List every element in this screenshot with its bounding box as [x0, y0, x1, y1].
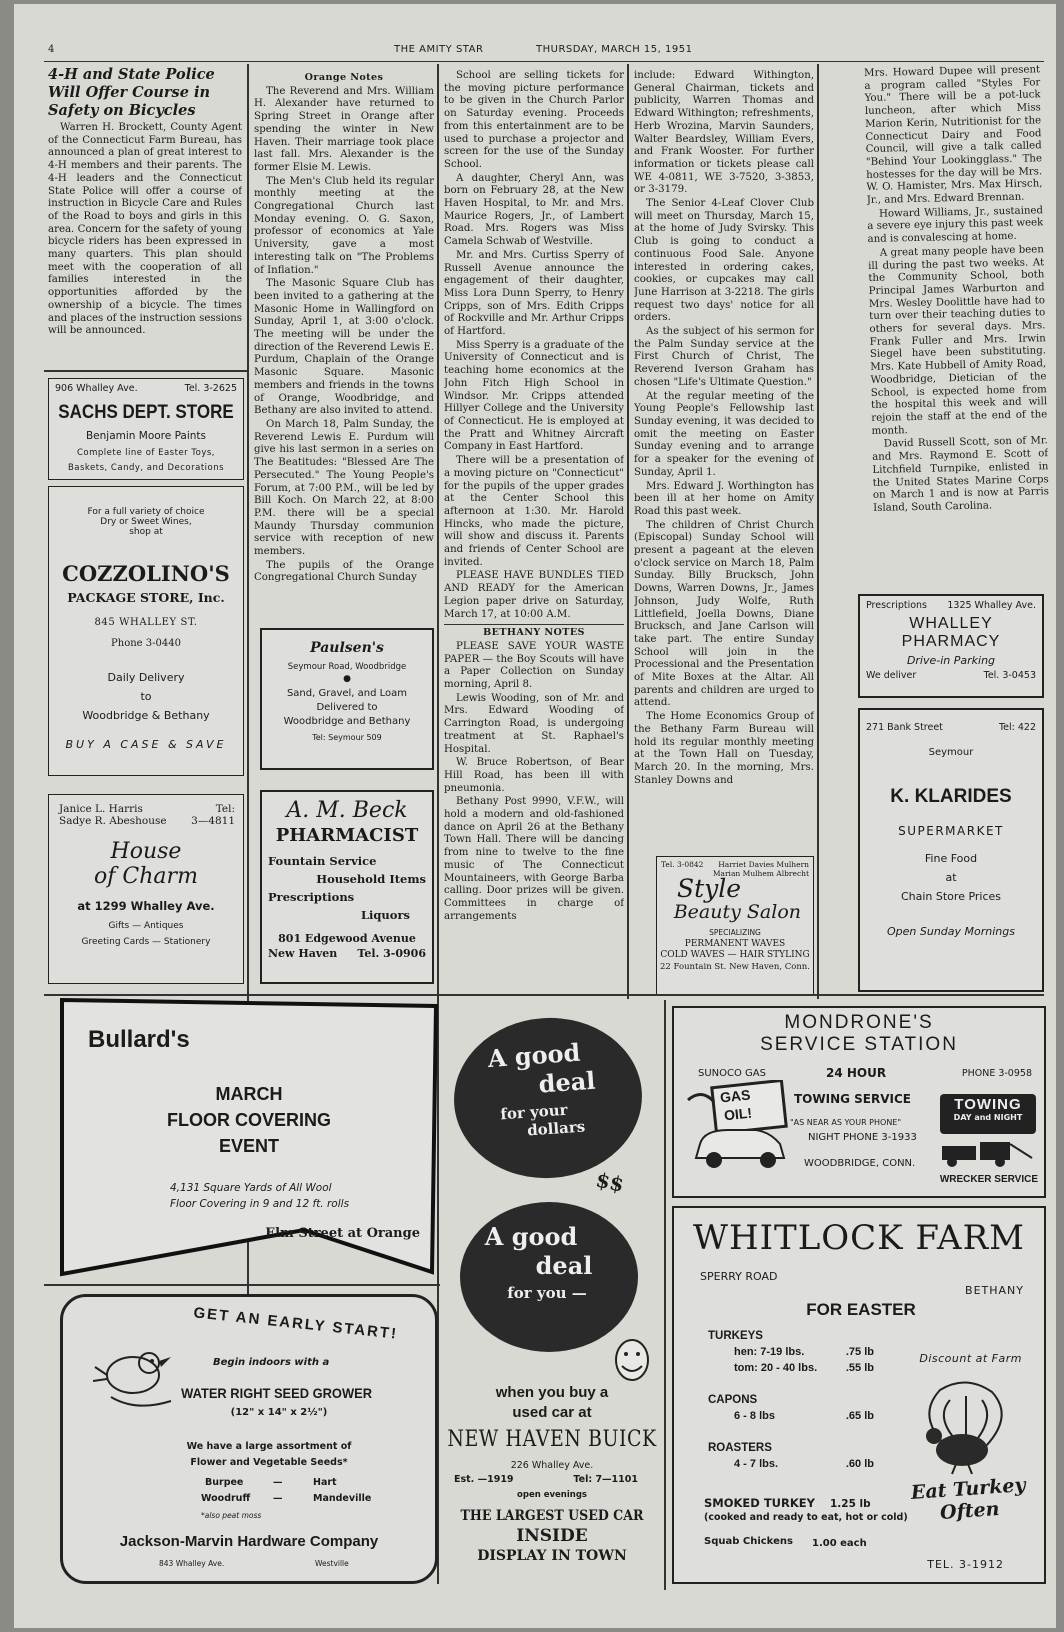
article-column-four: [634, 70, 814, 850]
brand: Beauty Salon: [673, 901, 801, 923]
ad-k-klarides: [858, 708, 1044, 992]
station-name: SERVICE STATION: [760, 1034, 958, 1055]
paragraph: At the regular meeting of the Young People's Fellowship last Sunday evening, it was decided to omit the meeting on Easter Sunday evening and to arrange for a speaker for the evening of Sunday, April 1.: [634, 390, 814, 478]
deal-bubble-dollars: [449, 1012, 648, 1185]
hours: open evenings: [517, 1490, 587, 1500]
article-body: Warren H. Brockett, County Agent of the Connecticut Farm Bureau, has announced a plan of great interest to 4-H members and their parents. The 4-H leaders and the Connecticut State Police will offer a course of instruction in Bicycle Care and Rules of the Road to boys and girls in this area. Concern for the safety of young bicycle riders has been expressed in many quarters. This plan should meet with the cooperation of all families interested in the opportunities afforded by the ownership of a bicycle. The times and places of the instruction sessions will be announced.: [48, 122, 242, 337]
headline: MARCH: [215, 1084, 283, 1104]
discount: Discount at Farm: [919, 1352, 1022, 1365]
town: Westville: [315, 1559, 349, 1568]
store-type: SUPERMARKET: [898, 824, 1004, 838]
telephone: Tel. 3-0453: [983, 670, 1036, 681]
price-row: [708, 1346, 874, 1358]
slogan: Eat Turkey Often: [910, 1474, 1027, 1525]
turkey-icon: [906, 1376, 1024, 1476]
service: COLD WAVES — HAIR STYLING: [660, 950, 810, 960]
intro: For a full variety of choice: [87, 507, 205, 517]
wrecker-service: WRECKER SERVICE: [939, 1174, 1038, 1185]
product: WATER RIGHT SEED GROWER: [181, 1385, 373, 1401]
paragraph: Miss Sperry is a graduate of the University of Connecticut and is teaching home economics at the John Fitch High School in Windsor. Mr. Cripps attended Hillyer College and the University of Connecticut. He is employed at the Pratt and Whitney Aircraft Company in East Hartford.: [444, 339, 624, 453]
address: Elm Street at Orange: [265, 1226, 420, 1241]
telephone: 3—4811: [191, 815, 235, 827]
address: 271 Bank Street: [866, 722, 943, 733]
deliver: We deliver: [866, 670, 917, 681]
price: 1.25 lb: [830, 1498, 871, 1510]
address: 843 Whalley Ave.: [159, 1559, 225, 1568]
column-rule: [817, 64, 819, 999]
telephone: Tel. 3-0842: [661, 860, 704, 869]
issue-date: THURSDAY, MARCH 15, 1951: [536, 44, 693, 55]
item-label: CAPONS: [708, 1394, 758, 1406]
owner: Harriet Davies Mulhern: [718, 860, 809, 869]
smiling-face-icon: [612, 1336, 652, 1384]
tel-label: Tel:: [215, 803, 235, 815]
address: at 1299 Whalley Ave.: [77, 899, 215, 913]
dealer-name: NEW HAVEN BUICK: [447, 1425, 657, 1453]
line: We have a large assortment of: [186, 1441, 352, 1452]
brand: of Charm: [94, 864, 198, 889]
store-sub: PACKAGE STORE, Inc.: [67, 590, 225, 605]
headline: 4-H and State Police Will Offer Course in Safety on Bicycles: [48, 66, 215, 119]
article-column-five: [864, 64, 1051, 588]
road: SPERRY ROAD: [700, 1270, 778, 1283]
weight: 6 - 8 lbs: [734, 1410, 775, 1422]
brand: House: [110, 839, 182, 864]
brand: Hart: [313, 1477, 337, 1488]
brand: Style: [677, 874, 742, 903]
bird-icon: [91, 1337, 181, 1417]
paragraph: On March 18, Palm Sunday, the Reverend Lewis E. Purdum will give his last sermon in a series on The Beatitudes: "Blessed Are The Persecuted." The Young People's Forum, at 7:00 P.M., will be led by Bill Koch. On March 22, at 8:00 P.M. there will be a special Maundy Thursday communion service with reception of new members.: [254, 418, 434, 558]
section-rule: [44, 1284, 440, 1286]
line: Sand, Gravel, and Loam: [286, 688, 408, 699]
telephone: Tel: Seymour 509: [312, 733, 382, 742]
price-list: [708, 1330, 874, 1470]
dash: —: [273, 1477, 283, 1488]
price: .65 lb: [845, 1410, 874, 1422]
sign-text: OIL!: [723, 1104, 753, 1124]
ad-bullards: [58, 998, 440, 1278]
owner: Marian Mulhem Albrecht: [712, 869, 809, 878]
line: Complete line of Easter Toys,: [77, 448, 215, 458]
brand: Bullard's: [88, 1026, 190, 1053]
note: *also peat moss: [201, 1511, 262, 1520]
service: Liquors: [360, 908, 410, 922]
sign-text: GAS: [719, 1086, 752, 1106]
ad-style-beauty-salon: [656, 856, 814, 996]
newspaper-page: [14, 4, 1056, 1628]
product-size: (12" x 14" x 2½"): [230, 1407, 328, 1418]
service: Prescriptions: [268, 890, 355, 904]
weight: hen: 7-19 lbs.: [734, 1346, 805, 1358]
delivery: Daily Delivery: [107, 671, 185, 684]
paragraph: Mrs. Howard Dupee will present a program called "Styles For You." There will be a pot-luck luncheon, after which Miss Marion Kerin, Nutritionist for the Connecticut Dairy and Food Council, will give a talk called "Behind Your Lookingglass." The hostesses for the day will be Mrs. W. O. Hamister, Mrs. Max Hirsch, Jr., and Mrs. Edward Brennan.: [864, 64, 1043, 207]
ad-am-beck-pharmacist: [260, 790, 434, 984]
address: 22 Fountain St.: [660, 962, 727, 972]
paragraph: The Reverend and Mrs. William H. Alexander have returned to Spring Street in Orange after spending the winter in New Haven. Their marriage took place last fall. Mrs. Alexander is the former Elsie M. Lewis.: [254, 85, 434, 173]
intro: shop at: [129, 527, 163, 537]
city: New Haven: [268, 947, 338, 960]
line: Greeting Cards — Stationery: [81, 937, 211, 947]
detail: Floor Covering in 9 and 12 ft. rolls: [170, 1198, 350, 1210]
ad-whalley-pharmacy: [858, 594, 1044, 698]
headline: FLOOR COVERING: [166, 1110, 331, 1130]
paragraph: As the subject of his sermon for the Palm Sunday service at the First Church of Christ, The Reverend Iverson Graham has chosen "Life's Ultimate Question.": [634, 326, 814, 388]
ad-paulsens: [260, 628, 434, 770]
service: Household Items: [316, 872, 426, 886]
line: Open Sunday Mornings: [887, 925, 1015, 938]
bubble-text: A good: [484, 1222, 578, 1251]
telephone: Tel. 3-2625: [184, 383, 237, 394]
bullet: ●: [343, 674, 351, 684]
ad-sachs-dept-store: [48, 378, 244, 480]
note: (cooked and ready to eat, hot or cold): [704, 1512, 908, 1523]
parking: Drive-in Parking: [906, 654, 996, 667]
paragraph: Mr. and Mrs. Curtiss Sperry of Russell Avenue announce the engagement of their daughter, Miss Lora Dunn Sperry, to Henry Cripps, son of Mrs. Edith Cripps of Rockville and Mr. Arthur Cripps of Hartford.: [444, 249, 624, 338]
telephone: PHONE 3-0958: [961, 1068, 1032, 1079]
deal-bubble-you: [460, 1202, 638, 1352]
telephone: Tel: 7—1101: [573, 1474, 638, 1485]
line: at: [945, 871, 957, 884]
address: 801 Edgewood Avenue: [278, 932, 416, 945]
intro: Begin indoors with a: [213, 1357, 330, 1368]
paragraph: The Men's Club held its regular monthly meeting at the Congregational Church last Monday evening. O. G. Saxon, professor of economics at Yale University, gave a most interesting talk on "The Problems of Inflation.": [254, 175, 434, 276]
ad-mondrones-service-station: [672, 1006, 1046, 1198]
brand: SUNOCO GAS: [698, 1068, 766, 1079]
address: 1325 Whalley Ave.: [947, 600, 1036, 611]
store-name: WHALLEY: [909, 615, 993, 632]
address: Seymour Road, Woodbridge: [287, 662, 407, 672]
store-name: PHARMACY: [901, 633, 1001, 650]
telephone: TEL. 3-1912: [927, 1558, 1004, 1571]
telephone: Tel. 3-0906: [357, 947, 426, 960]
price-row: [708, 1458, 874, 1470]
price: .60 lb: [845, 1458, 874, 1470]
specializing: SPECIALIZING: [709, 928, 761, 937]
paragraph: David Russell Scott, son of Mr. and Mrs. Raymond E. Scott of Litchfield Turnpike, enlisted in the United States Marine Corps on March 1 and is now at Parris Island, South Carolina.: [872, 435, 1050, 514]
badge-text: DAY and NIGHT: [953, 1113, 1023, 1122]
service: Fountain Service: [268, 854, 377, 868]
slogan: INSIDE: [516, 1526, 588, 1546]
ad-jackson-marvin-hardware: [60, 1294, 438, 1584]
intro: Dry or Sweet Wines,: [100, 517, 192, 527]
section-title: BETHANY NOTES: [483, 627, 585, 639]
store-name: SACHS DEPT. STORE: [58, 400, 234, 423]
paragraph: W. Bruce Robertson, of Bear Hill Road, has been ill with pneumonia.: [444, 757, 624, 794]
section-rule: [44, 370, 247, 372]
paragraph: PLEASE HAVE BUNDLES TIED AND READY for the American Legion paper drive on Saturday, March 17, at 10:00 A.M.: [444, 570, 624, 620]
newspaper-name: THE AMITY STAR: [394, 44, 484, 55]
owner: Janice L. Harris: [59, 803, 143, 815]
slogan: DISPLAY IN TOWN: [477, 1548, 627, 1564]
price-row: [708, 1362, 874, 1374]
paragraph: The children of Christ Church (Episcopal) Sunday School will present a pageant at the eleven o'clock service on March 18, Palm Sunday. Billy Brucksch, John Downs, Warren Downs, Jr., James Johnson, Judy Wolfe, Ruth Littlefield, Joella Downs, Diane Brucksch, and Jane Carlson will take part. The entire Sunday School will join in the Processional and the Presentation of Mite Boxes at the Altar. All parents and children are urged to attend.: [634, 519, 814, 709]
station-name: MONDRONE'S: [784, 1012, 934, 1033]
tow-truck-icon: [940, 1138, 1036, 1168]
brand: Paulsen's: [310, 640, 384, 656]
item-label: TURKEYS: [708, 1330, 763, 1342]
paragraph: The Senior 4-Leaf Clover Club will meet on Thursday, March 15, at the home of Judy Svirsky. This Club is going to conduct a continuous Food Sale. Anyone interested in ordering cakes, cookies, or cupcakes may call June Harrison at 3-2218. The girls request two days' notice for all orders.: [634, 198, 814, 324]
occasion: FOR EASTER: [806, 1300, 916, 1319]
store-name: COZZOLINO'S: [62, 561, 230, 586]
paragraph: Howard Williams, Jr., sustained a severe eye injury this past week and is convalescing at home.: [867, 205, 1044, 246]
line: Woodbridge and Bethany: [283, 716, 411, 727]
brand: Mandeville: [313, 1493, 372, 1504]
line: used car at: [512, 1404, 592, 1421]
service: TOWING SERVICE: [794, 1092, 911, 1106]
night-phone: NIGHT PHONE 3-1933: [808, 1132, 917, 1143]
paragraph: There will be a presentation of a moving picture on "Connecticut" for the pupils of the upper grades at the Center School this afternoon at 1:30. Mr. Harold Hincks, who made the picture, will show and discuss it. Parents and friends of Center School are invited.: [444, 455, 624, 568]
delivery: Woodbridge & Bethany: [82, 709, 210, 722]
ad-cozzolinos: [48, 486, 244, 776]
article-orange-notes: [254, 70, 434, 618]
column-rule: [664, 1000, 666, 1590]
farm-name: WHITLOCK FARM: [693, 1218, 1025, 1258]
ad-whitlock-farm: [672, 1206, 1046, 1584]
paragraph: The Home Economics Group of the Bethany Farm Bureau will hold its regular monthly meeting at the Town Hall on Tuesday, March 20. In the morning, Mrs. Stanley Downs and: [634, 711, 814, 786]
paragraph: The Masonic Square Club has been invited to a gathering at the Masonic Home in Wallingford on Sunday, April 1, at 3:00 o'clock. The meeting will be under the direction of the Reverend Lewis E. Purdum, Chaplain of the Orange Masonic Square. Masonic members and friends in the towns of Orange, Woodbridge, and Bethany are also invited to attend.: [254, 278, 434, 417]
item-label: Squab Chickens: [704, 1536, 793, 1547]
line: Benjamin Moore Paints: [85, 430, 207, 442]
page-number: 4: [48, 44, 55, 55]
article-bicycle-safety: [48, 66, 242, 370]
headline: EVENT: [218, 1136, 279, 1156]
price: .75 lb: [845, 1346, 874, 1358]
column-rule: [627, 64, 629, 999]
brand: Burpee: [205, 1477, 244, 1488]
ad-house-of-charm: [48, 794, 244, 984]
slogan: THE LARGEST USED CAR: [460, 1508, 644, 1524]
telephone: Tel: 422: [998, 722, 1036, 733]
owner: Sadye R. Abeshouse: [59, 815, 167, 827]
town: BETHANY: [965, 1284, 1024, 1297]
dollar-signs: $$: [593, 1167, 627, 1197]
headline: GET AN EARLY START!: [192, 1304, 399, 1343]
line: Fine Food: [924, 852, 978, 865]
bubble-text: A good: [486, 1037, 582, 1074]
section-rule: [44, 994, 1044, 996]
page-header: [44, 42, 1044, 62]
weight: 4 - 7 lbs.: [734, 1458, 779, 1470]
service: PERMANENT WAVES: [684, 939, 786, 949]
bubble-text: dollars: [526, 1117, 586, 1140]
ad-new-haven-buick: [446, 1000, 658, 1580]
line: Gifts — Antiques: [108, 921, 184, 931]
article-column-three: [444, 70, 624, 998]
paragraph: The pupils of the Orange Congregational Church Sunday: [254, 559, 434, 584]
line: when you buy a: [495, 1384, 609, 1401]
city: New Haven, Conn.: [729, 962, 810, 972]
store-name: Jackson-Marvin Hardware Company: [119, 1533, 379, 1550]
weight: tom: 20 - 40 lbs.: [734, 1362, 818, 1374]
hours: 24 HOUR: [826, 1066, 887, 1080]
price: 1.00 each: [812, 1538, 867, 1549]
section-title: Orange Notes: [304, 72, 384, 83]
line: Delivered to: [316, 702, 378, 713]
brand: A. M. Beck: [286, 798, 408, 823]
line: Flower and Vegetable Seeds*: [190, 1457, 348, 1468]
brand: Woodruff: [201, 1493, 251, 1504]
price-row: [708, 1410, 874, 1422]
item-label: SMOKED TURKEY: [704, 1496, 815, 1510]
paragraph: A great many people have been ill during the past two weeks. At the Community School, both Principal James Warburton and Mrs. Wesley Doolittle have had to turn over their teaching duties to others for several days. Mrs. Frank Fuller and Mrs. Irwin Siegel have been substituting. Mrs. Kate Hubbell of Amity Road, Woodbridge, Dietician of the School, is expected home from the hospital this week and will rejoin the staff at the end of the month.: [868, 244, 1048, 437]
address: 906 Whalley Ave.: [55, 383, 138, 394]
title: PHARMACIST: [275, 825, 419, 846]
address: 845 WHALLEY ST.: [94, 617, 198, 628]
slogan: BUY A CASE & SAVE: [65, 738, 227, 751]
bubble-text: deal: [537, 1065, 597, 1099]
line: Baskets, Candy, and Decorations: [67, 463, 225, 473]
towing-badge: [940, 1094, 1036, 1134]
phone: Phone 3-0440: [111, 638, 181, 649]
paragraph: Bethany Post 9990, V.F.W., will hold a modern and old-fashioned dance on April 26 at the Bethany Town Hall. There will be dancing from nine to twelve to the fine music of The Connecticut Mountaineers, with George Barba calling. Door prizes will be given. Committees in charge of arrangements: [444, 796, 624, 922]
bubble-text: deal: [535, 1251, 593, 1280]
paragraph: School are selling tickets for the moving picture performance to be given in the Church Parlor on Saturday evening. Proceeds from this entertainment are to be used to purchase a projector and screen for the use of the Sunday School.: [444, 70, 624, 170]
paragraph: include: Edward Withington, General Chairman, tickets and publicity, Warren Thomas and Edward Withington; refreshments, Herb Wrozina, Marvin Saunders, Walter Beardsley, William Evers, and Frank Wooster. For further information or tickets please call WE 4-0811, WE 3-7520, 3-3853, or 3-3179.: [634, 70, 814, 196]
bubble-text: for you —: [507, 1284, 587, 1302]
bubble-text: for your: [499, 1100, 569, 1124]
dash: —: [273, 1493, 283, 1504]
paragraph: Mrs. Edward J. Worthington has been ill at her home on Amity Road this past week.: [634, 480, 814, 517]
label: Prescriptions: [866, 600, 927, 611]
paragraph: Lewis Wooding, son of Mr. and Mrs. Edward Wooding of Carrington Road, is undergoing treatment at St. Raphael's Hospital.: [444, 692, 624, 755]
established: Est. —1919: [454, 1474, 514, 1485]
delivery: to: [140, 690, 152, 703]
store-name: K. KLARIDES: [890, 786, 1012, 807]
price: .55 lb: [845, 1362, 874, 1374]
detail: 4,131 Square Yards of All Wool: [170, 1182, 332, 1194]
badge-text: TOWING: [954, 1096, 1022, 1113]
slogan: "AS NEAR AS YOUR PHONE": [790, 1118, 902, 1127]
item-label: ROASTERS: [708, 1442, 772, 1454]
town: Seymour: [928, 747, 974, 758]
address: 226 Whalley Ave.: [510, 1460, 594, 1471]
line: Chain Store Prices: [900, 890, 1002, 903]
paragraph: A daughter, Cheryl Ann, was born on February 28, at the New Haven Hospital, to Mr. and Mrs. Maurice Rogers, Jr., of Lambert Road. Mrs. Rogers was Miss Camela Schwab of Westville.: [444, 172, 624, 248]
paragraph: PLEASE SAVE YOUR WASTE PAPER — the Boy Scouts will have a Paper Collection on Sunday morning, April 8.: [444, 640, 624, 691]
town: WOODBRIDGE, CONN.: [804, 1158, 916, 1169]
